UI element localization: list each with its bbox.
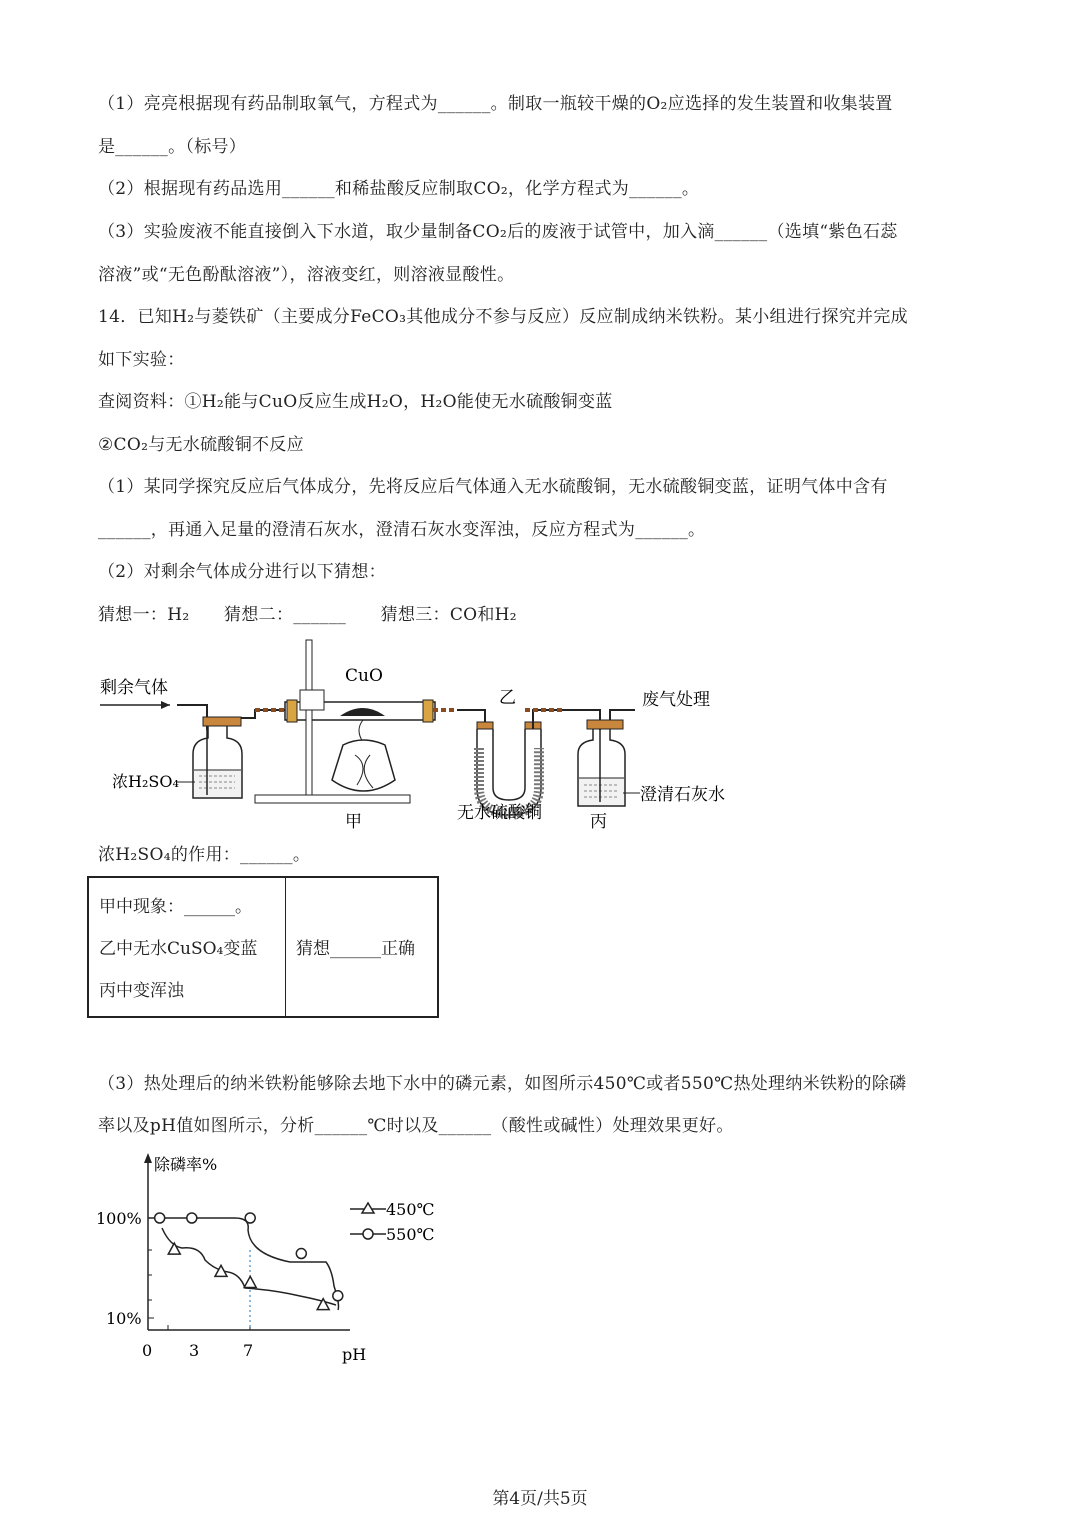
q14-intro-line1: 14．已知H₂与菱铁矿（主要成分FeCO₃其他成分不参与反应）反应制成纳米铁粉。某小组进行探究并完成 <box>98 307 908 327</box>
phosphorus-removal-chart <box>90 1150 470 1370</box>
q13-part3-line2: 溶液”或“无色酚酞溶液”），溶液变红，则溶液显酸性。 <box>98 265 515 285</box>
q14-part2: （2）对剩余气体成分进行以下猜想： <box>98 562 386 582</box>
series-1-point-3 <box>296 1249 306 1259</box>
series-1-point-1 <box>187 1213 197 1223</box>
q13-part1-line1: （1）亮亮根据现有药品制取氧气，方程式为______。制取一瓶较干燥的O₂应选择的发生装置和收集装置 <box>98 94 893 114</box>
q14-part3-line1: （3）热处理后的纳米铁粉能够除去地下水中的磷元素，如图所示450℃或者550℃热处理纳米铁粉的除磷 <box>98 1074 907 1094</box>
series-550-curve <box>148 1218 339 1310</box>
stand-and-burner <box>255 640 435 803</box>
observation-table <box>87 876 439 1018</box>
legend-450-label: 450℃ <box>386 1200 435 1219</box>
label-acid: 浓H₂SO₄ <box>112 772 179 791</box>
label-jia: 甲 <box>345 812 362 832</box>
chart-xtick-0: 0 <box>142 1341 153 1360</box>
apparatus-diagram <box>95 630 775 840</box>
series-1-point-0 <box>155 1213 165 1223</box>
legend-550-marker <box>363 1229 373 1239</box>
series-450-curve <box>162 1228 336 1305</box>
label-limewater: 澄清石灰水 <box>640 785 725 805</box>
u-tube <box>477 722 541 815</box>
label-gas-in: 剩余气体 <box>100 678 168 698</box>
legend-450-marker <box>362 1203 374 1213</box>
legend-550-label: 550℃ <box>386 1225 435 1244</box>
label-bing: 丙 <box>590 812 607 832</box>
q14-part3-line2: 率以及pH值如图所示，分析______℃时以及______（酸性或碱性）处理效果更好。 <box>98 1116 734 1136</box>
series-1-point-2 <box>245 1213 255 1223</box>
chart-xtick-3: 3 <box>189 1341 200 1360</box>
q14-reference-1: 查阅资料：①H₂能与CuO反应生成H₂O，H₂O能使无水硫酸铜变蓝 <box>98 392 613 412</box>
label-cuso4: 无水硫酸铜 <box>457 803 542 823</box>
q14-guesses: 猜想一：H₂ 猜想二：______ 猜想三：CO和H₂ <box>98 605 517 625</box>
table-observation-1: 甲中现象：______。 <box>99 897 252 917</box>
q13-part2: （2）根据现有药品选用______和稀盐酸反应制取CO₂，化学方程式为______。 <box>98 179 700 199</box>
acid-role-question: 浓H₂SO₄的作用：______。 <box>98 845 311 865</box>
table-conclusion: 猜想______正确 <box>296 939 415 959</box>
chart-ylabel: 除磷率% <box>154 1155 218 1174</box>
q14-reference-2: ②CO₂与无水硫酸铜不反应 <box>98 435 304 455</box>
series-1-point-4 <box>333 1291 343 1301</box>
label-exhaust: 废气处理 <box>642 690 710 710</box>
table-observation-2: 乙中无水CuSO₄变蓝 <box>99 939 258 959</box>
series-0-point-0 <box>168 1243 180 1254</box>
q13-part1-line2: 是______。（标号） <box>98 137 247 157</box>
q13-part3-line1: （3）实验废液不能直接倒入下水道，取少量制备CO₂后的废液于试管中，加入滴______（选填“紫色石蕊 <box>98 222 898 242</box>
label-yi: 乙 <box>499 688 516 708</box>
q14-intro-line2: 如下实验： <box>98 350 185 370</box>
label-cuo: CuO <box>345 666 383 686</box>
limewater-bottle <box>565 710 635 806</box>
table-divider <box>285 878 286 1016</box>
chart-xlabel: pH <box>342 1345 367 1364</box>
series-0-point-2 <box>244 1276 256 1287</box>
sulfuric-acid-bottle <box>177 705 285 798</box>
chart-ytick-100: 100% <box>96 1209 142 1228</box>
chart-xtick-7: 7 <box>243 1341 254 1360</box>
q14-part1-line1: （1）某同学探究反应后气体成分，先将反应后气体通入无水硫酸铜，无水硫酸铜变蓝，证明气体中含有 <box>98 477 888 497</box>
table-observation-3: 丙中变浑浊 <box>99 981 184 1001</box>
q14-part1-line2: ______，再通入足量的澄清石灰水，澄清石灰水变浑浊，反应方程式为______。 <box>98 520 706 540</box>
chart-ytick-10: 10% <box>106 1309 142 1328</box>
page-footer: 第4页/共5页 <box>492 1489 588 1509</box>
